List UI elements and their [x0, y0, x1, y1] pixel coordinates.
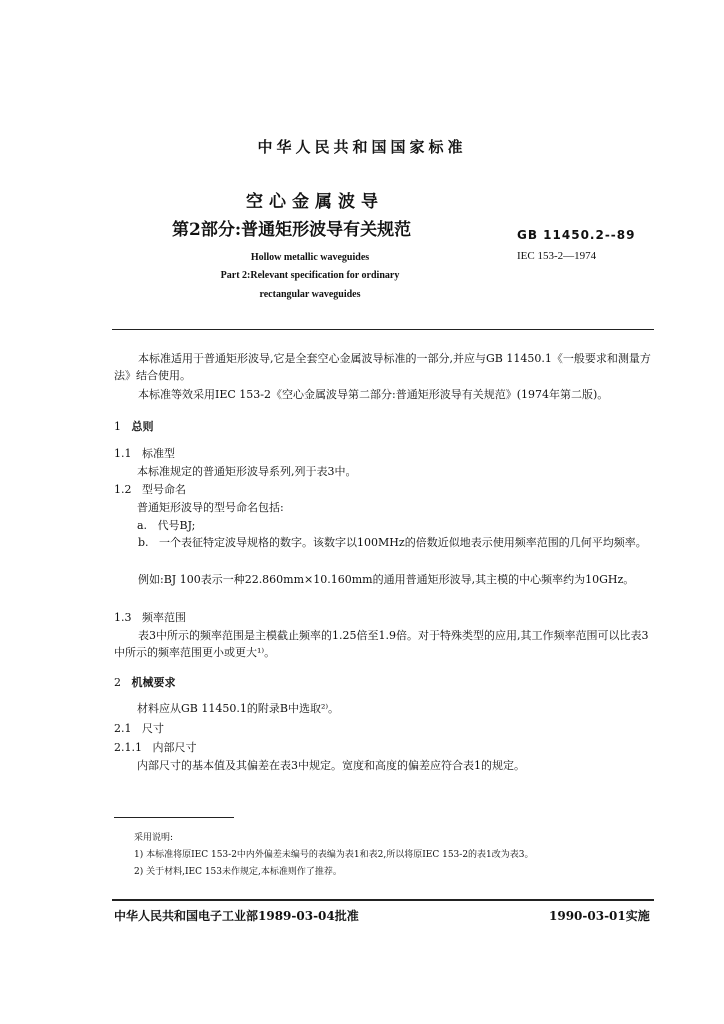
- section-1-heading: [114, 418, 154, 434]
- section-1-3-heading: [114, 609, 186, 625]
- list-label: a.: [137, 519, 148, 532]
- section-title: 频率范围: [142, 611, 186, 624]
- section-1-1-text: 本标准规定的普通矩形波导系列,列于表3中。: [137, 465, 357, 478]
- section-title: 尺寸: [142, 722, 164, 735]
- section-2-heading: [114, 674, 176, 690]
- document-title-cn: 空心金属波导: [246, 192, 384, 212]
- section-title: 型号命名: [142, 483, 186, 496]
- intro-text-2: 本标准等效采用IEC 153-2《空心金属波导第二部分:普通矩形波导有关规范》(1974年第二版)。: [138, 388, 609, 401]
- document-title-en-line3: rectangular waveguides: [259, 289, 361, 300]
- section-number: 1: [114, 420, 121, 433]
- list-text: 代号BJ;: [157, 519, 196, 532]
- intro-text-1: 本标准适用于普通矩形波导,它是全套空心金属波导标准的一部分,并应与GB 11450.1《一般要求和测量方法》结合使用。: [114, 352, 651, 382]
- gb-standard-code: GB 11450.2--89: [517, 228, 636, 242]
- section-1-3-text: 表3中所示的频率范围是主模截止频率的1.25倍至1.9倍。对于特殊类型的应用,其工作频率范围可以比表3中所示的频率范围更小或更大¹⁾。: [114, 629, 649, 659]
- implementation-date: 1990-03-01实施: [549, 909, 650, 923]
- section-1-2-heading: [114, 481, 186, 497]
- section-2-1-1-heading: [114, 739, 197, 755]
- example-paragraph: [114, 571, 659, 588]
- section-2-text: 材料应从GB 11450.1的附录B中选取²⁾。: [137, 702, 340, 715]
- section-1-3-paragraph: [114, 627, 659, 661]
- section-title: 标准型: [142, 447, 175, 460]
- document-title-en-line2: Part 2:Relevant specification for ordinary: [220, 270, 400, 281]
- list-item-a: [137, 517, 195, 533]
- section-number: 2.1.1: [114, 741, 142, 754]
- document-subtitle-cn: 第2部分:普通矩形波导有关规范: [172, 220, 412, 240]
- list-text: 一个表征特定波导规格的数字。该数字以100MHz的倍数近似地表示使用频率范围的几何平均频率。: [159, 536, 647, 549]
- iec-standard-code: IEC 153-2—1974: [517, 250, 597, 262]
- section-1-2-text: 普通矩形波导的型号命名包括:: [137, 501, 284, 514]
- footnote-label: 采用说明:: [134, 833, 174, 843]
- approval-line: 中华人民共和国电子工业部1989-03-04批准: [114, 909, 359, 923]
- footnote-2: 2) 关于材料,IEC 153未作规定,本标准则作了推荐。: [134, 867, 342, 877]
- intro-paragraph-1: [114, 350, 659, 384]
- section-2-1-1-text: 内部尺寸的基本值及其偏差在表3中规定。宽度和高度的偏差应符合表1的规定。: [137, 759, 525, 772]
- footer-divider: [112, 899, 654, 901]
- section-number: 1.2: [114, 483, 132, 496]
- section-title: 内部尺寸: [152, 741, 197, 754]
- example-text: 例如:BJ 100表示一种22.860mm×10.160mm的通用普通矩形波导,其主模的中心频率约为10GHz。: [138, 573, 635, 586]
- list-item-b: [114, 534, 659, 551]
- header-divider: [112, 329, 654, 330]
- section-number: 2: [114, 676, 121, 689]
- section-1-1-heading: [114, 445, 175, 461]
- section-2-1-heading: [114, 720, 164, 736]
- section-number: 1.1: [114, 447, 132, 460]
- intro-paragraph-2: [114, 386, 659, 403]
- section-number: 1.3: [114, 611, 132, 624]
- footnote-1: 1) 本标准将原IEC 153-2中内外偏差未编号的表编为表1和表2,所以将原IEC 153-2的表1改为表3。: [134, 850, 534, 860]
- footnote-divider: [114, 817, 234, 818]
- section-number: 2.1: [114, 722, 132, 735]
- section-title: 总则: [131, 420, 154, 433]
- list-label: b.: [138, 536, 149, 549]
- standard-title: 中华人民共和国国家标准: [257, 138, 467, 156]
- document-title-en-line1: Hollow metallic waveguides: [250, 252, 370, 263]
- section-title: 机械要求: [131, 676, 176, 689]
